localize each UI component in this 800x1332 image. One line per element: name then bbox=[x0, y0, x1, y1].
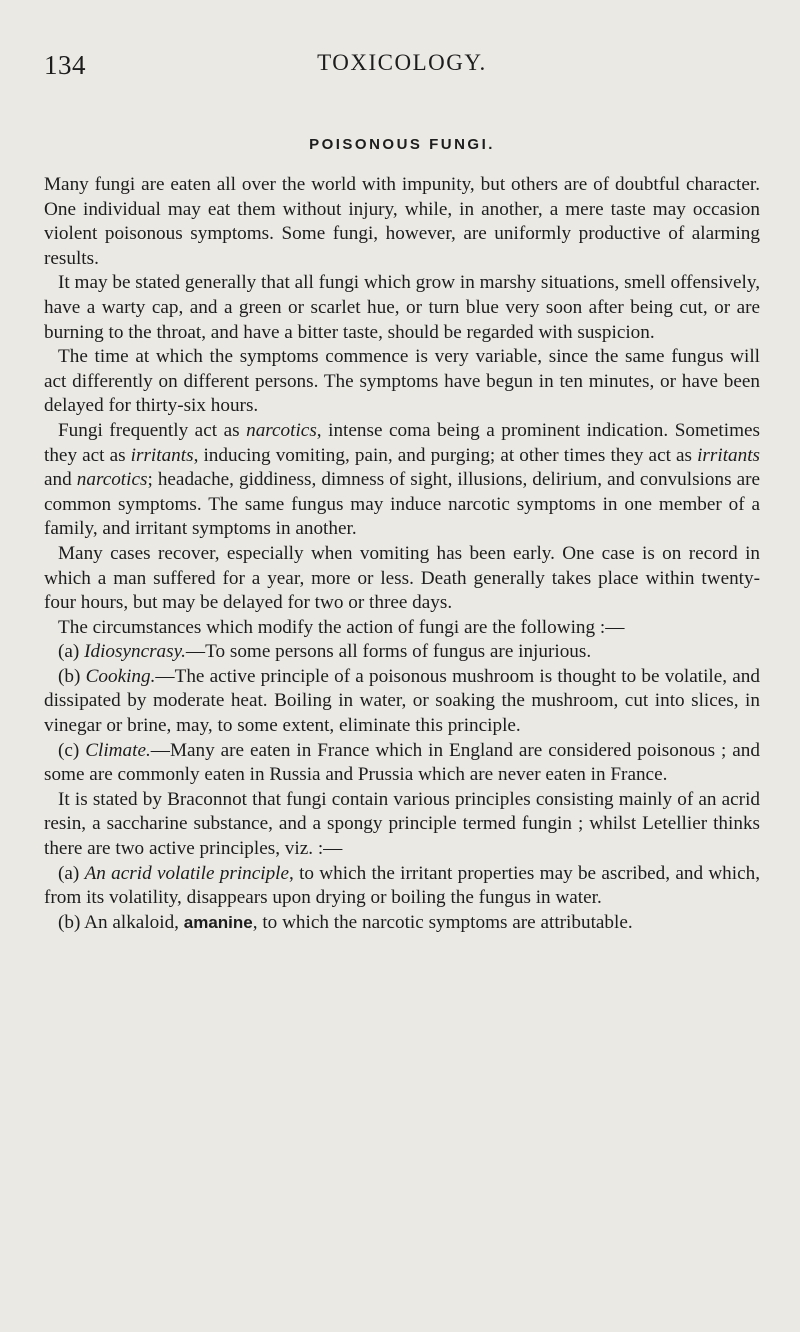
text-run: —To some persons all forms of fungus are injurious. bbox=[185, 641, 592, 663]
list-label: (c) bbox=[58, 739, 86, 761]
paragraph-modes-of-action bbox=[44, 419, 760, 542]
italic-term: Cooking. bbox=[85, 665, 156, 687]
body-text bbox=[44, 173, 760, 935]
text-run: , to which the narcotic symptoms are attributable. bbox=[252, 911, 633, 933]
text-run: , to which the irritant properties may be ascribed, and which, from its volatility, disappears upon drying or boiling the fungus in water. bbox=[44, 862, 761, 909]
italic-term: irritants bbox=[697, 444, 761, 466]
text-run: ; headache, giddiness, dimness of sight, illusions, delirium, and convulsions are common symptoms. The same fungus may induce narcotic symptoms in one member of a family, and irritant symptoms in another. bbox=[44, 469, 760, 540]
list-label: (a) bbox=[58, 641, 85, 663]
text-run: (b) An alkaloid, bbox=[58, 911, 184, 933]
text-run: , intense coma being a prominent indication. Sometimes they act as bbox=[44, 419, 760, 466]
paragraph-principles: It is stated by Braconnot that fungi contain various principles consisting mainly of an acrid resin, a saccharine substance, and a spongy principle termed fungin ; whilst Letellier thinks there are two active principles, viz. :— bbox=[44, 788, 760, 860]
paragraph-modifying-circumstances: The circumstances which modify the action of fungi are the following :— bbox=[58, 616, 625, 638]
italic-term: irritants bbox=[130, 444, 194, 466]
text-run: and bbox=[44, 469, 77, 491]
list-item-idiosyncrasy bbox=[44, 640, 760, 665]
list-label: (b) bbox=[58, 665, 86, 687]
section-heading: POISONOUS FUNGI. bbox=[309, 136, 495, 153]
paragraph-general-character: Many fungi are eaten all over the world with impunity, but others are of doubtful character. One individual may eat them without injury, while, in another, a mere taste may occasion violent poisonous symptoms. Some fungi, however, are uniformly productive of alarming results. bbox=[44, 174, 760, 269]
italic-term: Idiosyncrasy. bbox=[84, 641, 186, 663]
list-item-cooking bbox=[44, 665, 760, 739]
text-run: , inducing vomiting, pain, and purging; at other times they act as bbox=[193, 444, 698, 466]
italic-term: narcotics bbox=[246, 419, 317, 441]
bold-term: amanine bbox=[183, 912, 253, 932]
list-item-climate bbox=[44, 739, 760, 788]
paragraph-suspicious-signs: It may be stated generally that all fungi which grow in marshy situations, smell offensively, have a warty cap, and a green or scarlet hue, or turn blue very soon after being cut, or are burning to the throat, and have a bitter taste, should be regarded with suspicion. bbox=[44, 272, 760, 343]
paragraph-onset-time: The time at which the symptoms commence is very variable, since the same fungus will act differently on different persons. The symptoms have begun in ten minutes, or have been delayed for thirty-six hours. bbox=[44, 346, 760, 417]
italic-term: An acrid volatile principle bbox=[84, 862, 290, 884]
page-number: 134 bbox=[44, 50, 86, 80]
list-item-acrid-principle bbox=[44, 862, 760, 911]
list-label: (a) bbox=[58, 862, 85, 884]
text-run: Fungi frequently act as bbox=[58, 419, 247, 441]
list-item-alkaloid bbox=[44, 911, 760, 936]
text-run: —Many are eaten in France which in England are considered poisonous ; and some are commonly eaten in Russia and Prussia which are never eaten in France. bbox=[44, 739, 760, 786]
text-run: —The active principle of a poisonous mushroom is thought to be volatile, and dissipated by moderate heat. Boiling in water, or soaking the mushroom, cut into slices, in vinegar or brine, may, to some extent, eliminate this principle. bbox=[44, 665, 760, 737]
italic-term: narcotics bbox=[76, 469, 148, 491]
running-head bbox=[44, 0, 760, 84]
italic-term: Climate. bbox=[85, 739, 151, 761]
running-title: TOXICOLOGY. bbox=[317, 50, 487, 75]
paragraph-recovery: Many cases recover, especially when vomiting has been early. One case is on record in which a man suffered for a year, more or less. Death generally takes place within twenty-four hours, but may be delayed for two or three days. bbox=[44, 542, 760, 614]
